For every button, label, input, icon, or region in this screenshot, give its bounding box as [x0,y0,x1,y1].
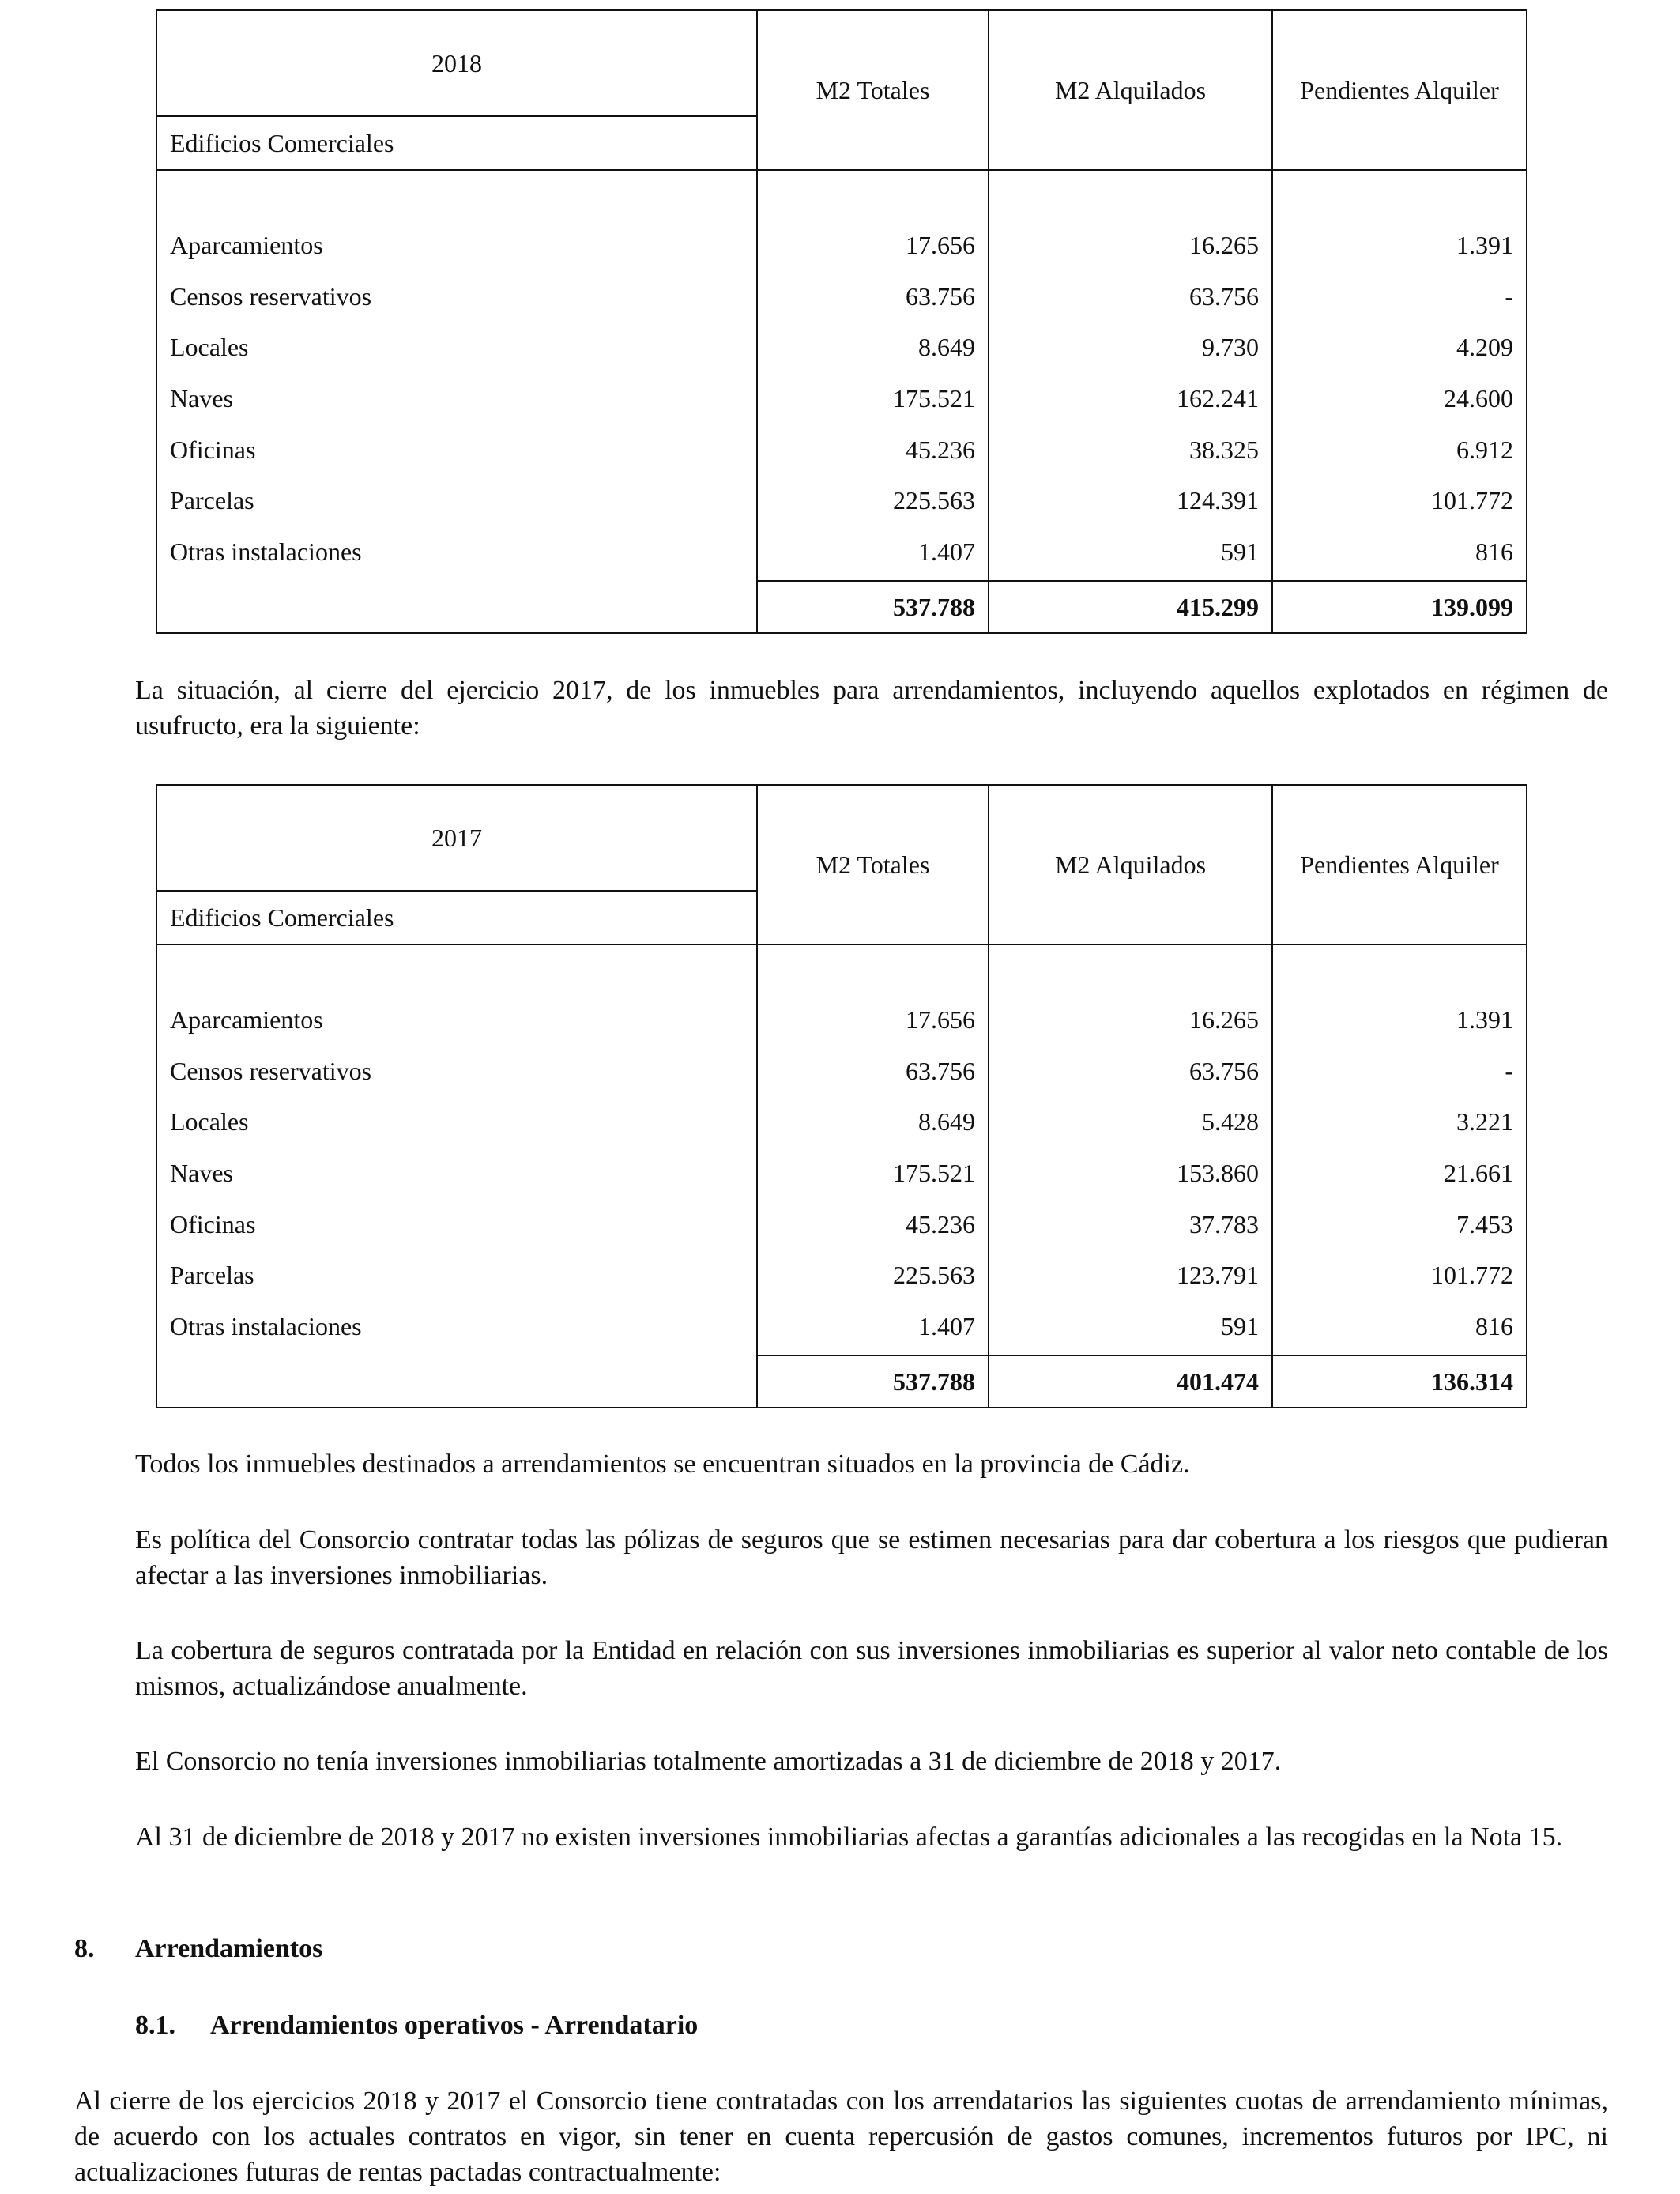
table-year: 2017 [156,785,757,891]
table-total-row: 537.788 401.474 136.314 [156,1355,1527,1408]
col-header-pendientes: Pendientes Alquiler [1272,785,1527,944]
table-row: Oficinas 45.236 38.325 6.912 [156,424,1527,475]
paragraph-guarantees: Al 31 de diciembre de 2018 y 2017 no existen inversiones inmobiliarias afectas a garantías adicionales a las recogidas en la Nota 15. [135,1823,1563,1852]
table-subheader: Edificios Comerciales [156,116,757,170]
table-row: Otras instalaciones 1.407 591 816 [156,1301,1527,1356]
paragraph-minimum-fees: Al cierre de los ejercicios 2018 y 2017 el Consorcio tiene contratadas con los arrendatarios las siguientes cuotas de arrendamiento mínimas, de acuerdo con los actuales contratos en vigor, sin tener en cuenta repercusión de gastos comunes, incrementos futuros por IPC, ni actualizaciones futuras de rentas pactadas contractualmente: [74,2087,1608,2187]
paragraph-intro-2017: La situación, al cierre del ejercicio 2017, de los inmuebles para arrendamientos, incluyendo aquellos explotados en régimen de usufructo, era la siguiente: [135,676,1608,741]
table-row: Censos reservativos 63.756 63.756 - [156,271,1527,322]
table-2018 [156,9,1527,634]
table-row: Oficinas 45.236 37.783 7.453 [156,1198,1527,1250]
table-subheader: Edificios Comerciales [156,891,757,944]
paragraph-amortization: El Consorcio no tenía inversiones inmobiliarias totalmente amortizadas a 31 de diciembre de 2018 y 2017. [135,1747,1282,1776]
table-row: Locales 8.649 5.428 3.221 [156,1096,1527,1148]
table-row: Aparcamientos 17.656 16.265 1.391 [156,994,1527,1046]
table-row: Naves 175.521 153.860 21.661 [156,1148,1527,1199]
table-body [156,994,1527,1408]
paragraph-insurance-policy: Es política del Consorcio contratar todas las pólizas de seguros que se estimen necesarias para dar cobertura a los riesgos que pudieran afectar a las inversiones inmobiliarias. [135,1525,1608,1590]
table-row: Locales 8.649 9.730 4.209 [156,322,1527,373]
table-row: Otras instalaciones 1.407 591 816 [156,526,1527,582]
table-row: Naves 175.521 162.241 24.600 [156,373,1527,424]
table-2017 [156,784,1527,1408]
col-header-alquilados: M2 Alquilados [989,10,1272,170]
table-total-row: 537.788 415.299 139.099 [156,581,1527,633]
table-row: Parcelas 225.563 123.791 101.772 [156,1250,1527,1301]
col-header-alquilados: M2 Alquilados [989,785,1272,944]
col-header-totales: M2 Totales [757,10,989,170]
section-title: Arrendamientos [135,1934,323,1963]
table-row: Parcelas 225.563 124.391 101.772 [156,475,1527,526]
subsection-title: Arrendamientos operativos - Arrendatario [210,2011,699,2040]
paragraph-insurance-coverage: La cobertura de seguros contratada por la Entidad en relación con sus inversiones inmobiliarias es superior al valor neto contable de los mismos, actualizándose anualmente. [135,1636,1608,1701]
table-year: 2018 [156,10,757,116]
col-header-pendientes: Pendientes Alquiler [1272,10,1527,170]
paragraph-location: Todos los inmuebles destinados a arrendamientos se encuentran situados en la provincia de Cádiz. [135,1449,1190,1479]
section-number: 8. [74,1934,95,1963]
col-header-totales: M2 Totales [757,785,989,944]
table-row: Aparcamientos 17.656 16.265 1.391 [156,220,1527,271]
subsection-number: 8.1. [135,2011,175,2040]
table-row: Censos reservativos 63.756 63.756 - [156,1046,1527,1097]
table-body [156,220,1527,633]
